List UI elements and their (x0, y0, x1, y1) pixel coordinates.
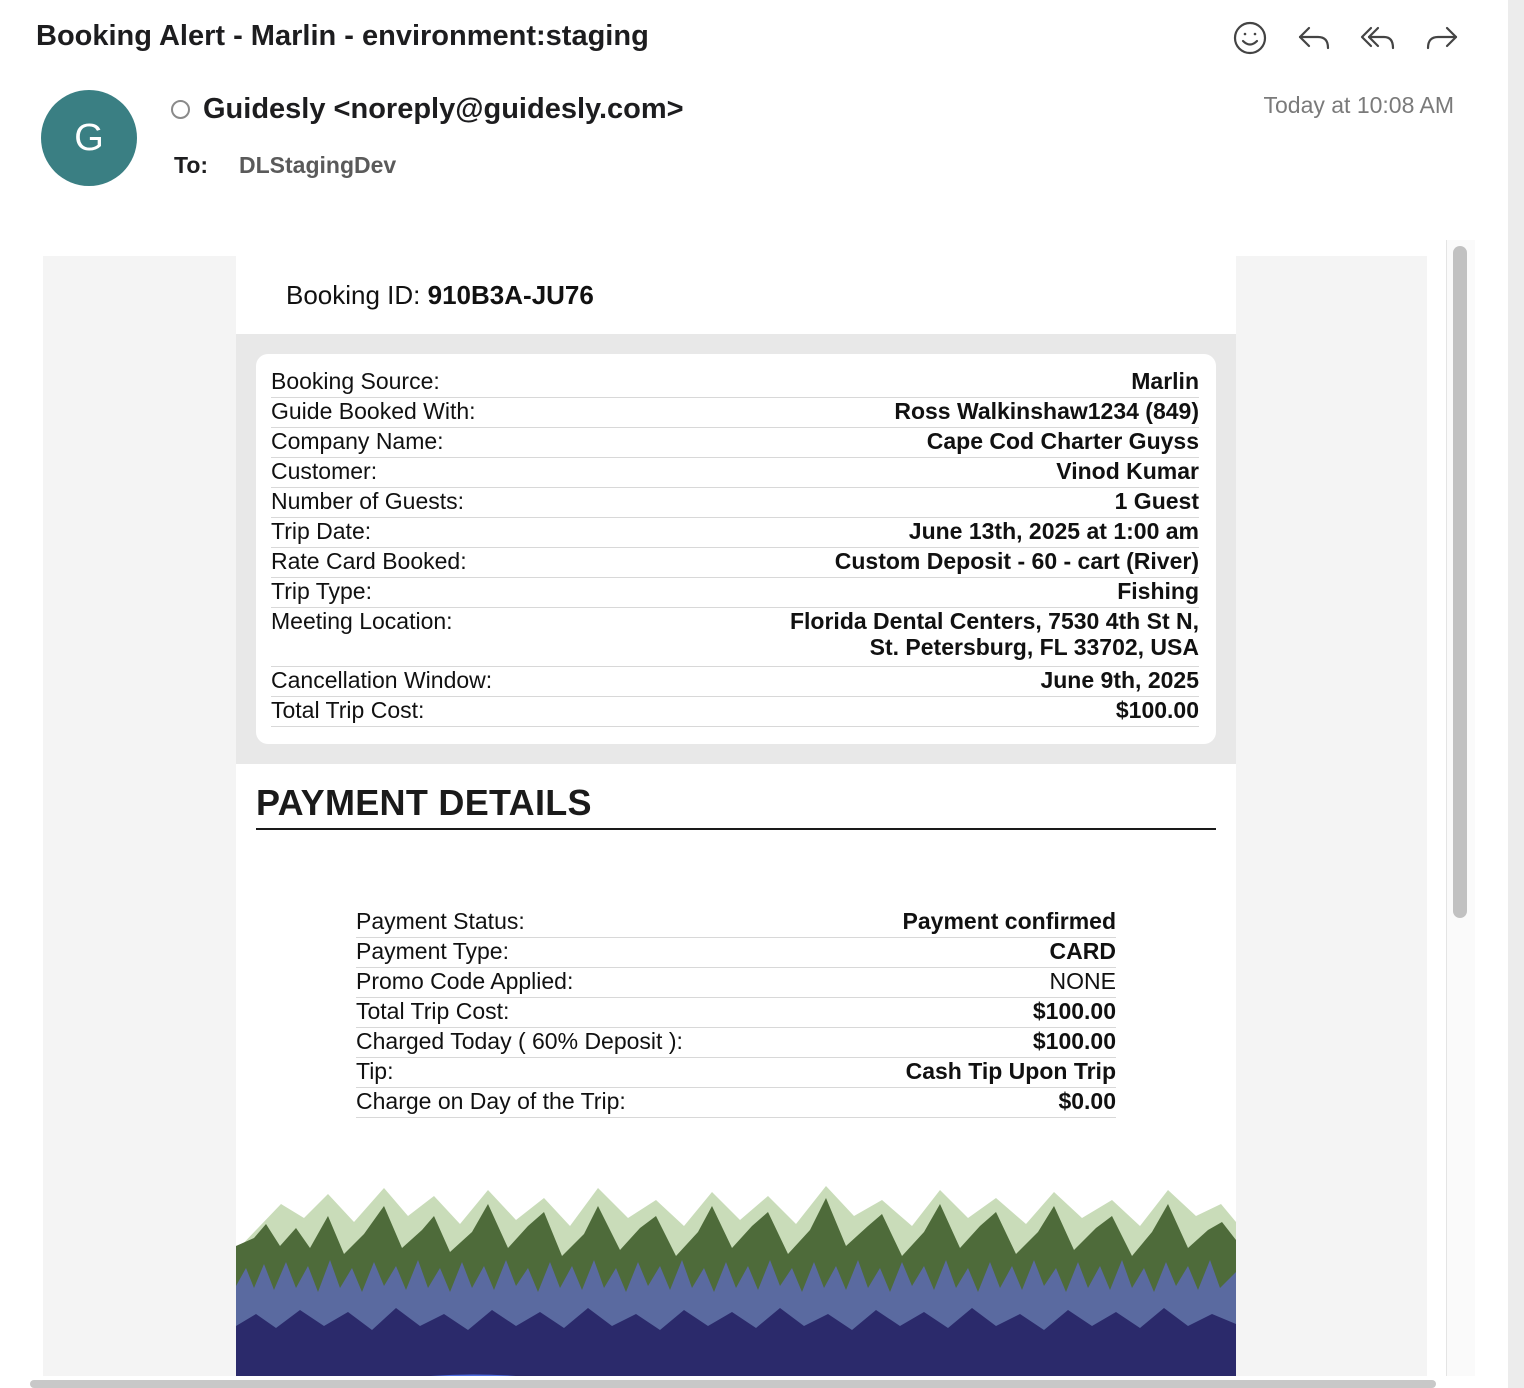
detail-label: Meeting Location: (271, 608, 597, 667)
detail-value: Ross Walkinshaw1234 (849) (597, 398, 1199, 428)
detail-value: NONE (816, 968, 1116, 998)
forward-button[interactable] (1416, 14, 1468, 62)
payment-details-heading: PAYMENT DETAILS (256, 782, 592, 823)
detail-value: Custom Deposit - 60 - cart (River) (597, 548, 1199, 578)
detail-row (271, 488, 1199, 518)
detail-row (356, 1058, 1116, 1088)
detail-value: Cash Tip Upon Trip (816, 1058, 1116, 1088)
detail-label: Payment Status: (356, 908, 816, 938)
to-label: To: (174, 152, 209, 178)
detail-label: Cancellation Window: (271, 667, 597, 697)
detail-label: Booking Source: (271, 368, 597, 398)
detail-value: Cape Cod Charter Guyss (597, 428, 1199, 458)
horizontal-scrollbar[interactable] (30, 1380, 1436, 1388)
detail-value: $100.00 (816, 998, 1116, 1028)
detail-value: $100.00 (816, 1028, 1116, 1058)
payment-heading-divider (256, 828, 1216, 830)
booking-id-value: 910B3A-JU76 (427, 280, 594, 310)
detail-row (271, 458, 1199, 488)
detail-label: Charge on Day of the Trip: (356, 1088, 816, 1118)
detail-row (271, 368, 1199, 398)
message-toolbar (1224, 14, 1474, 62)
detail-label: Rate Card Booked: (271, 548, 597, 578)
detail-value-line: St. Petersburg, FL 33702, USA (869, 634, 1199, 660)
detail-row (271, 428, 1199, 458)
booking-id-label: Booking ID: (286, 280, 421, 310)
detail-value: June 9th, 2025 (597, 667, 1199, 697)
received-timestamp: Today at 10:08 AM (1263, 92, 1454, 118)
payment-details-table (356, 908, 1116, 1118)
smiley-icon (1232, 20, 1268, 56)
detail-label: Total Trip Cost: (271, 697, 597, 727)
booking-details-table (271, 368, 1199, 727)
detail-value: Vinod Kumar (597, 458, 1199, 488)
detail-row (356, 1088, 1116, 1118)
detail-value: 1 Guest (597, 488, 1199, 518)
window-edge (1508, 0, 1524, 1388)
detail-label: Trip Type: (271, 578, 597, 608)
booking-summary-box (256, 354, 1216, 744)
reply-button[interactable] (1288, 14, 1340, 62)
detail-label: Customer: (271, 458, 597, 488)
detail-value-line: Florida Dental Centers, 7530 4th St N, (789, 608, 1199, 634)
message-body-viewport (0, 236, 1508, 1376)
email-content-frame (43, 256, 1427, 1376)
detail-row (271, 578, 1199, 608)
detail-row (356, 938, 1116, 968)
reply-all-icon (1360, 20, 1396, 56)
unread-status-icon[interactable] (171, 100, 190, 119)
detail-value: Marlin (597, 368, 1199, 398)
detail-row (356, 968, 1116, 998)
detail-value: Fishing (597, 578, 1199, 608)
detail-label: Number of Guests: (271, 488, 597, 518)
detail-label: Company Name: (271, 428, 597, 458)
detail-row (271, 608, 1199, 667)
booking-summary-band (236, 334, 1236, 764)
detail-row (271, 518, 1199, 548)
detail-value: Payment confirmed (816, 908, 1116, 938)
reply-all-button[interactable] (1352, 14, 1404, 62)
detail-value: June 13th, 2025 at 1:00 am (597, 518, 1199, 548)
reaction-button[interactable] (1224, 14, 1276, 62)
vertical-scrollbar-thumb[interactable] (1453, 246, 1467, 918)
email-subject: Booking Alert - Marlin - environment:staging (36, 20, 649, 52)
sender-address[interactable]: Guidesly <noreply@guidesly.com> (203, 93, 684, 125)
detail-row (356, 1028, 1116, 1058)
detail-label: Promo Code Applied: (356, 968, 816, 998)
forward-icon (1424, 20, 1460, 56)
detail-value: $100.00 (597, 697, 1199, 727)
detail-row (271, 548, 1199, 578)
detail-label: Total Trip Cost: (356, 998, 816, 1028)
detail-label: Guide Booked With: (271, 398, 597, 428)
detail-label: Charged Today ( 60% Deposit ): (356, 1028, 816, 1058)
detail-row (356, 998, 1116, 1028)
detail-label: Payment Type: (356, 938, 816, 968)
recipient[interactable]: DLStagingDev (239, 152, 397, 178)
detail-label: Tip: (356, 1058, 816, 1088)
detail-row (271, 398, 1199, 428)
booking-id (286, 280, 594, 311)
detail-value: $0.00 (816, 1088, 1116, 1118)
mountain-scenery-banner (236, 1176, 1236, 1376)
detail-row (271, 667, 1199, 697)
detail-row (271, 697, 1199, 727)
sender-avatar: G (41, 90, 137, 186)
detail-value (597, 608, 1199, 667)
detail-label: Trip Date: (271, 518, 597, 548)
reply-icon (1296, 20, 1332, 56)
email-card (236, 256, 1236, 1376)
detail-row (356, 908, 1116, 938)
detail-value: CARD (816, 938, 1116, 968)
